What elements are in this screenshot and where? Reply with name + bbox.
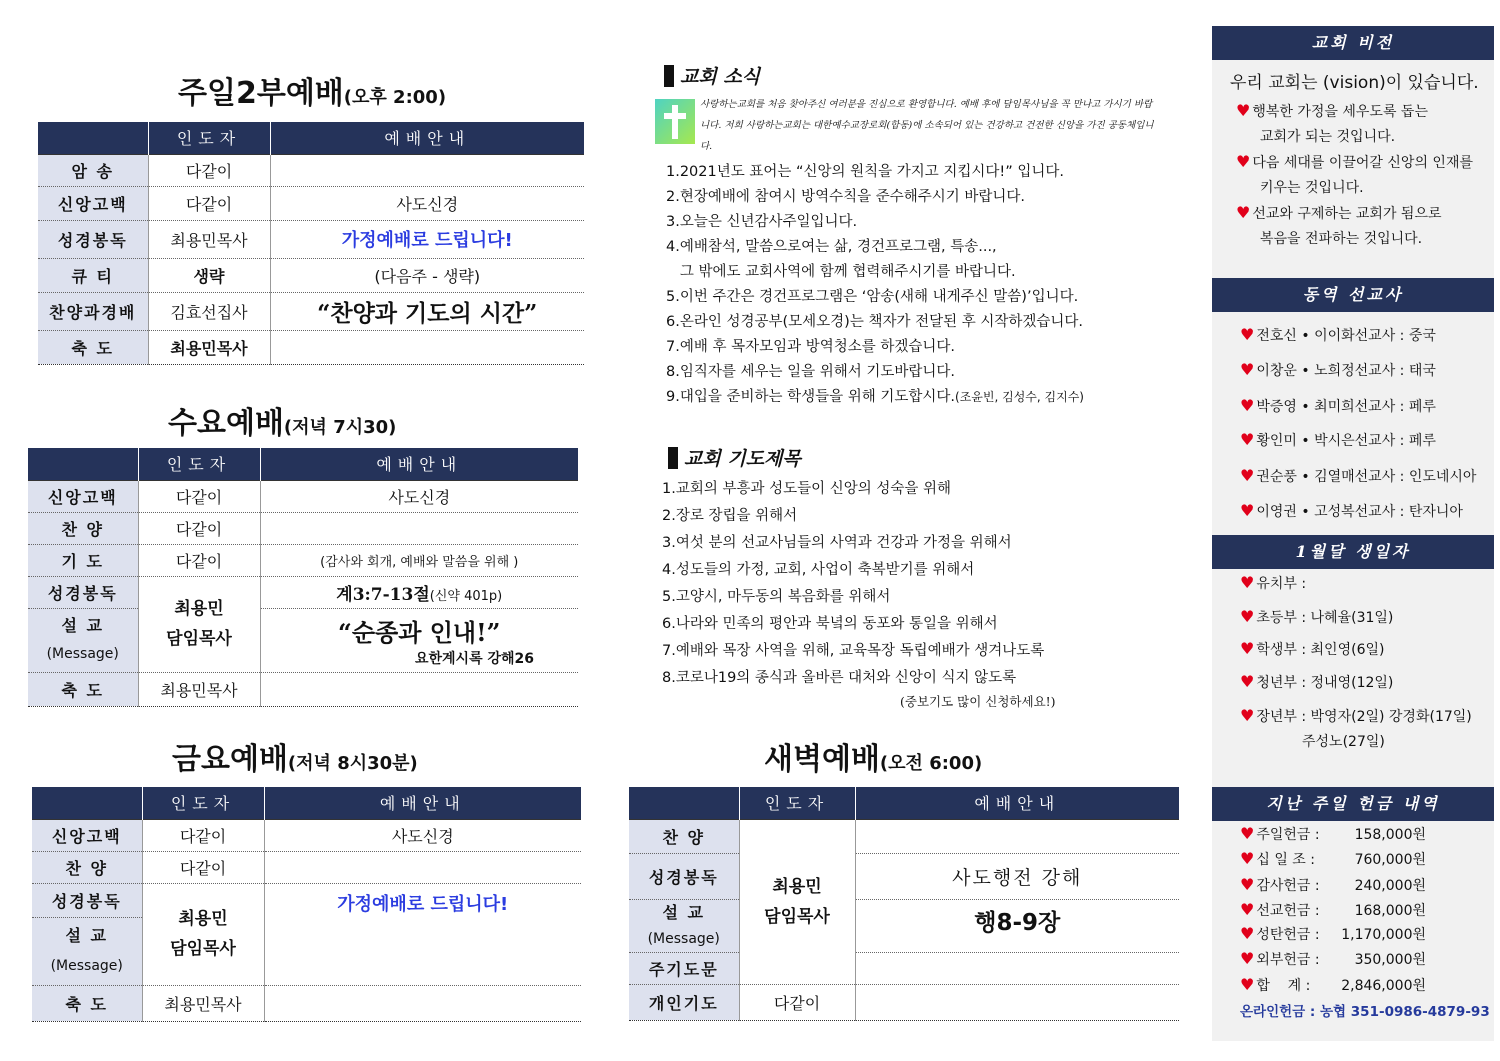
preacher-name: 최용민	[174, 599, 224, 619]
heart-icon: ♥	[1240, 325, 1255, 344]
sunday-title-main: 주일2부예배	[178, 76, 344, 111]
row-label-main: 설 교	[662, 902, 705, 922]
row-label-main: 설 교	[61, 616, 104, 635]
list-item: 4.예배참석, 말씀으로여는 삶, 경건프로그램, 특송...,	[666, 239, 997, 255]
row-label: 성경봉독	[629, 853, 739, 899]
row-label: 찬 양	[32, 851, 142, 883]
row-info	[264, 851, 581, 883]
table-header-row	[629, 787, 1179, 819]
row-info	[260, 672, 578, 706]
row-leader: 최용민목사	[148, 220, 270, 258]
missionary-name: 이창운 • 노희정선교사 : 태국	[1256, 363, 1436, 379]
header-leader: 인도자	[739, 787, 855, 819]
table-row	[28, 512, 578, 544]
table-row	[28, 544, 578, 576]
row-info	[264, 883, 581, 985]
sunday-title-time: (오후 2:00)	[343, 87, 447, 108]
missionary-item	[1240, 393, 1436, 420]
row-label: 신앙고백	[28, 480, 138, 512]
row-label: 축 도	[32, 985, 142, 1021]
birthday-text: 유치부 :	[1256, 576, 1307, 592]
offering-row	[1240, 975, 1426, 995]
dawn-schedule-table	[629, 787, 1179, 1021]
sunday-schedule-table	[38, 122, 584, 365]
heart-icon: ♥	[1240, 900, 1255, 919]
table-row	[28, 480, 578, 512]
offering-label: 선교헌금 :	[1256, 903, 1320, 919]
news-list	[666, 160, 1186, 410]
missionary-name: 이영권 • 고성복선교사 : 탄자니아	[1256, 504, 1463, 520]
list-item: 7.예배와 목장 사역을 위해, 교육목장 독립예배가 생겨나도록	[662, 643, 1045, 659]
row-leader: 다같이	[142, 819, 264, 851]
vision-heading: 교회 비전	[1212, 26, 1494, 60]
heart-icon: ♥	[1240, 501, 1255, 520]
table-row	[28, 576, 578, 608]
row-leader: 다같이	[148, 186, 270, 220]
birthday-item	[1240, 669, 1393, 696]
table-row	[629, 984, 1179, 1020]
row-leader: 다같이	[138, 512, 260, 544]
offering-label: 외부헌금 :	[1256, 952, 1320, 968]
friday-notice: 가정예배로 드립니다!	[337, 893, 509, 915]
birthday-text: 장년부 : 박영자(2일) 강경화(17일)	[1256, 709, 1472, 725]
preacher-title: 담임목사	[170, 939, 236, 959]
list-item: 6.온라인 성경공부(모세오경)는 책자가 전달된 후 시작하겠습니다.	[666, 314, 1083, 330]
list-item: 1.교회의 부흥과 성도들이 신앙의 성숙을 위해	[662, 481, 952, 497]
list-item: 8.코로나19의 종식과 올바른 대처와 신앙이 식지 않도록	[662, 670, 1017, 686]
offering-amount: 168,000원	[1354, 903, 1426, 919]
missionary-item	[1240, 498, 1463, 525]
row-label	[28, 608, 138, 672]
missionary-name: 황인미 • 박시은선교사 : 페루	[1256, 433, 1436, 449]
row-info: “찬양과 기도의 시간”	[270, 292, 584, 330]
offering-heading: 지난 주일 헌금 내역	[1212, 787, 1494, 821]
vision-item-line2: 키우는 것입니다.	[1260, 180, 1364, 196]
header-leader: 인도자	[148, 122, 270, 154]
offering-row	[1240, 949, 1426, 969]
offering-amount: 240,000원	[1354, 878, 1426, 894]
wednesday-title	[168, 398, 396, 442]
row-info: 사도행전 강해	[855, 853, 1179, 899]
prayer-note: (중보기도 많이 신청하세요!)	[900, 694, 1056, 709]
table-row	[38, 292, 584, 330]
scripture-ref: 계3:7-13절	[336, 584, 430, 605]
prayer-heading	[668, 444, 801, 471]
row-label: 축 도	[38, 330, 148, 364]
list-item: 1.2021년도 표어는 “신앙의 원칙을 가지고 지킵시다!” 입니다.	[666, 164, 1064, 180]
row-leader: 다같이	[142, 851, 264, 883]
birthday-item	[1240, 570, 1306, 597]
offering-row	[1240, 900, 1426, 920]
header-info: 예배안내	[264, 787, 581, 819]
row-label: 성경봉독	[28, 576, 138, 608]
row-info: 사도신경	[264, 819, 581, 851]
heart-icon: ♥	[1236, 152, 1251, 171]
dawn-title-main: 새벽예배	[764, 742, 880, 777]
offering-label: 감사헌금 :	[1256, 878, 1320, 894]
preacher-name: 최용민	[178, 909, 228, 929]
header-info: 예배안내	[270, 122, 584, 154]
row-label: 축 도	[28, 672, 138, 706]
vision-item	[1236, 200, 1442, 252]
friday-title-main: 금요예배	[172, 742, 288, 777]
missionary-name: 박증영 • 최미희선교사 : 페루	[1256, 399, 1436, 415]
heart-icon: ♥	[1240, 396, 1255, 415]
table-row	[28, 672, 578, 706]
offering-amount: 350,000원	[1354, 952, 1426, 968]
heart-icon: ♥	[1240, 573, 1255, 592]
offering-row	[1240, 875, 1426, 895]
row-leader: 최용민목사	[148, 330, 270, 364]
heart-icon: ♥	[1240, 849, 1255, 868]
row-info	[260, 576, 578, 608]
table-row	[32, 819, 581, 851]
row-label-sub: (Message)	[647, 930, 720, 947]
table-row	[38, 154, 584, 186]
heart-icon: ♥	[1240, 949, 1255, 968]
row-leader: 최용민목사	[138, 672, 260, 706]
table-row	[629, 952, 1179, 984]
row-label-sub: (Message)	[46, 646, 119, 662]
birthday-item	[1240, 604, 1393, 631]
row-label: 큐 티	[38, 258, 148, 292]
offering-amount: 760,000원	[1354, 852, 1426, 868]
offering-label: 주일헌금 :	[1256, 827, 1320, 843]
prayer-list	[662, 476, 1182, 692]
row-leader: 최용민목사	[142, 985, 264, 1021]
sermon-title: “순종과 인내!”	[338, 617, 501, 647]
header-leader: 인도자	[142, 787, 264, 819]
vision-item-line1: 다음 세대를 이끌어갈 신앙의 인재를	[1252, 155, 1474, 171]
table-header-row	[28, 448, 578, 480]
birthdays-heading: 1월달 생일자	[1212, 535, 1494, 569]
friday-title-time: (저녁 8시30분)	[287, 753, 418, 774]
online-offering: 온라인헌금 : 농협 351-0986-4879-93	[1240, 1004, 1490, 1020]
list-item: 그 밖에도 교회사역에 함께 협력해주시기를 바랍니다.	[666, 264, 1016, 280]
preacher-title: 담임목사	[166, 629, 232, 649]
row-label: 기 도	[28, 544, 138, 576]
missionary-item	[1240, 357, 1436, 384]
row-label: 개인기도	[629, 984, 739, 1020]
table-row	[38, 220, 584, 258]
list-item: 3.오늘은 신년감사주일입니다.	[666, 214, 858, 230]
table-header-row	[38, 122, 584, 154]
row-label-sub: (Message)	[50, 958, 123, 974]
list-item: 2.장로 장립을 위해서	[662, 508, 798, 524]
dawn-title	[764, 734, 982, 778]
table-row	[38, 330, 584, 364]
row-info	[264, 985, 581, 1021]
missionary-item	[1240, 463, 1476, 490]
heart-icon: ♥	[1240, 639, 1255, 658]
vision-item	[1236, 149, 1473, 201]
wednesday-title-main: 수요예배	[168, 406, 284, 441]
offering-row	[1240, 849, 1426, 869]
row-info	[260, 608, 578, 672]
preacher-cell	[142, 883, 264, 985]
heart-icon: ♥	[1240, 924, 1255, 943]
list-item	[666, 385, 1186, 410]
row-label: 성경봉독	[38, 220, 148, 258]
heart-icon: ♥	[1240, 607, 1255, 626]
wednesday-schedule-table	[28, 448, 578, 707]
row-info: (다음주 - 생략)	[270, 258, 584, 292]
birthday-item	[1240, 636, 1384, 663]
friday-title	[172, 734, 418, 778]
list-item: 8.임직자를 세우는 일을 위해서 기도바랍니다.	[666, 364, 956, 380]
list-item: 2.현장예배에 참여시 방역수칙을 준수해주시기 바랍니다.	[666, 189, 1026, 205]
preacher-name: 최용민	[772, 876, 822, 897]
table-header-row	[32, 787, 581, 819]
preacher-cell	[739, 819, 855, 984]
header-label-cell	[629, 787, 739, 819]
wednesday-title-time: (저녁 7시30)	[283, 417, 397, 438]
row-info	[855, 819, 1179, 853]
offering-row	[1240, 924, 1426, 944]
friday-schedule-table	[32, 787, 581, 1022]
offering-amount: 2,846,000원	[1341, 978, 1426, 994]
prayer-heading-text: 교회 기도제목	[684, 448, 801, 470]
vision-main: 우리 교회는 (vision)이 있습니다.	[1230, 73, 1479, 93]
row-label	[629, 899, 739, 952]
row-label: 신앙고백	[38, 186, 148, 220]
cross-icon	[655, 99, 695, 144]
heart-icon: ♥	[1240, 430, 1255, 449]
list-item: 5.고양시, 마두동의 복음화를 위해서	[662, 589, 891, 605]
vision-item-line2: 교회가 되는 것입니다.	[1260, 129, 1396, 145]
preacher-cell	[138, 576, 260, 672]
sermon-series: 요한계시록 강해26	[414, 650, 534, 667]
row-info: 사도신경	[260, 480, 578, 512]
offering-label: 성탄헌금 :	[1256, 927, 1320, 943]
heart-icon: ♥	[1240, 975, 1255, 994]
row-leader: 생략	[148, 258, 270, 292]
table-row	[38, 258, 584, 292]
heading-bar	[668, 447, 678, 469]
header-info: 예배안내	[260, 448, 578, 480]
table-row	[629, 819, 1179, 853]
offering-row	[1240, 824, 1426, 844]
table-row	[32, 985, 581, 1021]
offering-label: 십 일 조 :	[1256, 852, 1315, 868]
row-info	[260, 512, 578, 544]
row-info	[270, 330, 584, 364]
row-leader: 다같이	[148, 154, 270, 186]
list-item: 4.성도들의 가정, 교회, 사업이 축복받기를 위해서	[662, 562, 975, 578]
heading-bar	[664, 65, 674, 87]
vision-item-line1: 선교와 구제하는 교회가 됨으로	[1252, 206, 1442, 222]
heart-icon: ♥	[1236, 101, 1251, 120]
missionary-name: 전호신 • 이이화선교사 : 중국	[1256, 328, 1436, 344]
row-label: 암 송	[38, 154, 148, 186]
row-label: 신앙고백	[32, 819, 142, 851]
vision-item-line2: 복음을 전파하는 것입니다.	[1260, 231, 1423, 247]
list-item: 3.여섯 분의 선교사님들의 사역과 건강과 가정을 위해서	[662, 535, 1012, 551]
offering-amount: 158,000원	[1354, 827, 1426, 843]
row-label-main: 설 교	[65, 926, 108, 945]
row-label: 찬 양	[629, 819, 739, 853]
heart-icon: ♥	[1236, 203, 1251, 222]
table-row	[32, 851, 581, 883]
header-label-cell	[32, 787, 142, 819]
missionaries-heading: 동역 선교사	[1212, 278, 1494, 312]
scripture-page: (신약 401p)	[429, 588, 503, 604]
row-leader: 다같이	[739, 984, 855, 1020]
sunday-title	[178, 68, 446, 112]
news-heading-text: 교회 소식	[680, 66, 761, 88]
header-label-cell	[38, 122, 148, 154]
offering-label: 합 계 :	[1256, 978, 1311, 994]
table-row	[629, 899, 1179, 952]
heart-icon: ♥	[1240, 466, 1255, 485]
vision-item	[1236, 98, 1428, 150]
heart-icon: ♥	[1240, 706, 1255, 725]
heart-icon: ♥	[1240, 875, 1255, 894]
heart-icon: ♥	[1240, 360, 1255, 379]
birthday-text: 청년부 : 정내영(12일)	[1256, 675, 1394, 691]
row-leader: 다같이	[138, 544, 260, 576]
birthday-text: 학생부 : 최인영(6일)	[1256, 642, 1385, 658]
row-label	[32, 917, 142, 985]
list-item: 5.이번 주간은 경건프로그램은 ‘암송(새해 내게주신 말씀)’입니다.	[666, 289, 1079, 305]
table-row	[32, 883, 581, 917]
row-label: 주기도문	[629, 952, 739, 984]
birthday-extra: 주성노(27일)	[1302, 734, 1385, 750]
birthday-text: 초등부 : 나혜율(31일)	[1256, 610, 1394, 626]
row-info: 행8-9장	[855, 899, 1179, 952]
row-leader: 다같이	[138, 480, 260, 512]
heart-icon: ♥	[1240, 824, 1255, 843]
missionary-item	[1240, 322, 1436, 349]
table-row	[28, 608, 578, 672]
table-row	[629, 853, 1179, 899]
row-info	[855, 984, 1179, 1020]
row-info	[270, 154, 584, 186]
row-info	[855, 952, 1179, 984]
list-item: 6.나라와 민족의 평안과 북녘의 동포와 통일을 위해서	[662, 616, 998, 632]
preacher-title: 담임목사	[764, 906, 830, 927]
list-item-sub: (조윤빈, 김성수, 김지수)	[955, 390, 1084, 404]
offering-amount: 1,170,000원	[1341, 927, 1426, 943]
row-info: 사도신경	[270, 186, 584, 220]
news-heading	[664, 62, 760, 89]
news-intro: 사랑하는교회를 처음 찾아주신 여러분을 진심으로 환영합니다. 예배 후에 담임목사님을 꼭 만나고 가시기 바랍니다. 저희 사랑하는교회는 대한예수교장로회(합동)에 소속되어 있는 건강하고 건전한 신앙을 가진 공동체입니다.	[700, 99, 1154, 152]
heart-icon: ♥	[1240, 672, 1255, 691]
vision-item-line1: 행복한 가정을 세우도록 돕는	[1252, 104, 1428, 120]
missionary-item	[1240, 427, 1436, 454]
row-leader: 김효선집사	[148, 292, 270, 330]
birthday-item	[1240, 703, 1472, 730]
list-item-text: 9.대입을 준비하는 학생들을 위해 기도합시다.	[666, 389, 956, 405]
row-info: (감사와 회개, 예배와 말씀을 위해 )	[260, 544, 578, 576]
list-item: 7.예배 후 목자모임과 방역청소를 하겠습니다.	[666, 339, 956, 355]
table-row	[38, 186, 584, 220]
row-info: 가정예배로 드립니다!	[270, 220, 584, 258]
missionary-name: 권순풍 • 김열매선교사 : 인도네시아	[1256, 469, 1477, 485]
header-leader: 인도자	[138, 448, 260, 480]
header-info: 예배안내	[855, 787, 1179, 819]
row-label: 성경봉독	[32, 883, 142, 917]
row-label: 찬 양	[28, 512, 138, 544]
row-label: 찬양과경배	[38, 292, 148, 330]
header-label-cell	[28, 448, 138, 480]
dawn-title-time: (오전 6:00)	[879, 753, 983, 774]
